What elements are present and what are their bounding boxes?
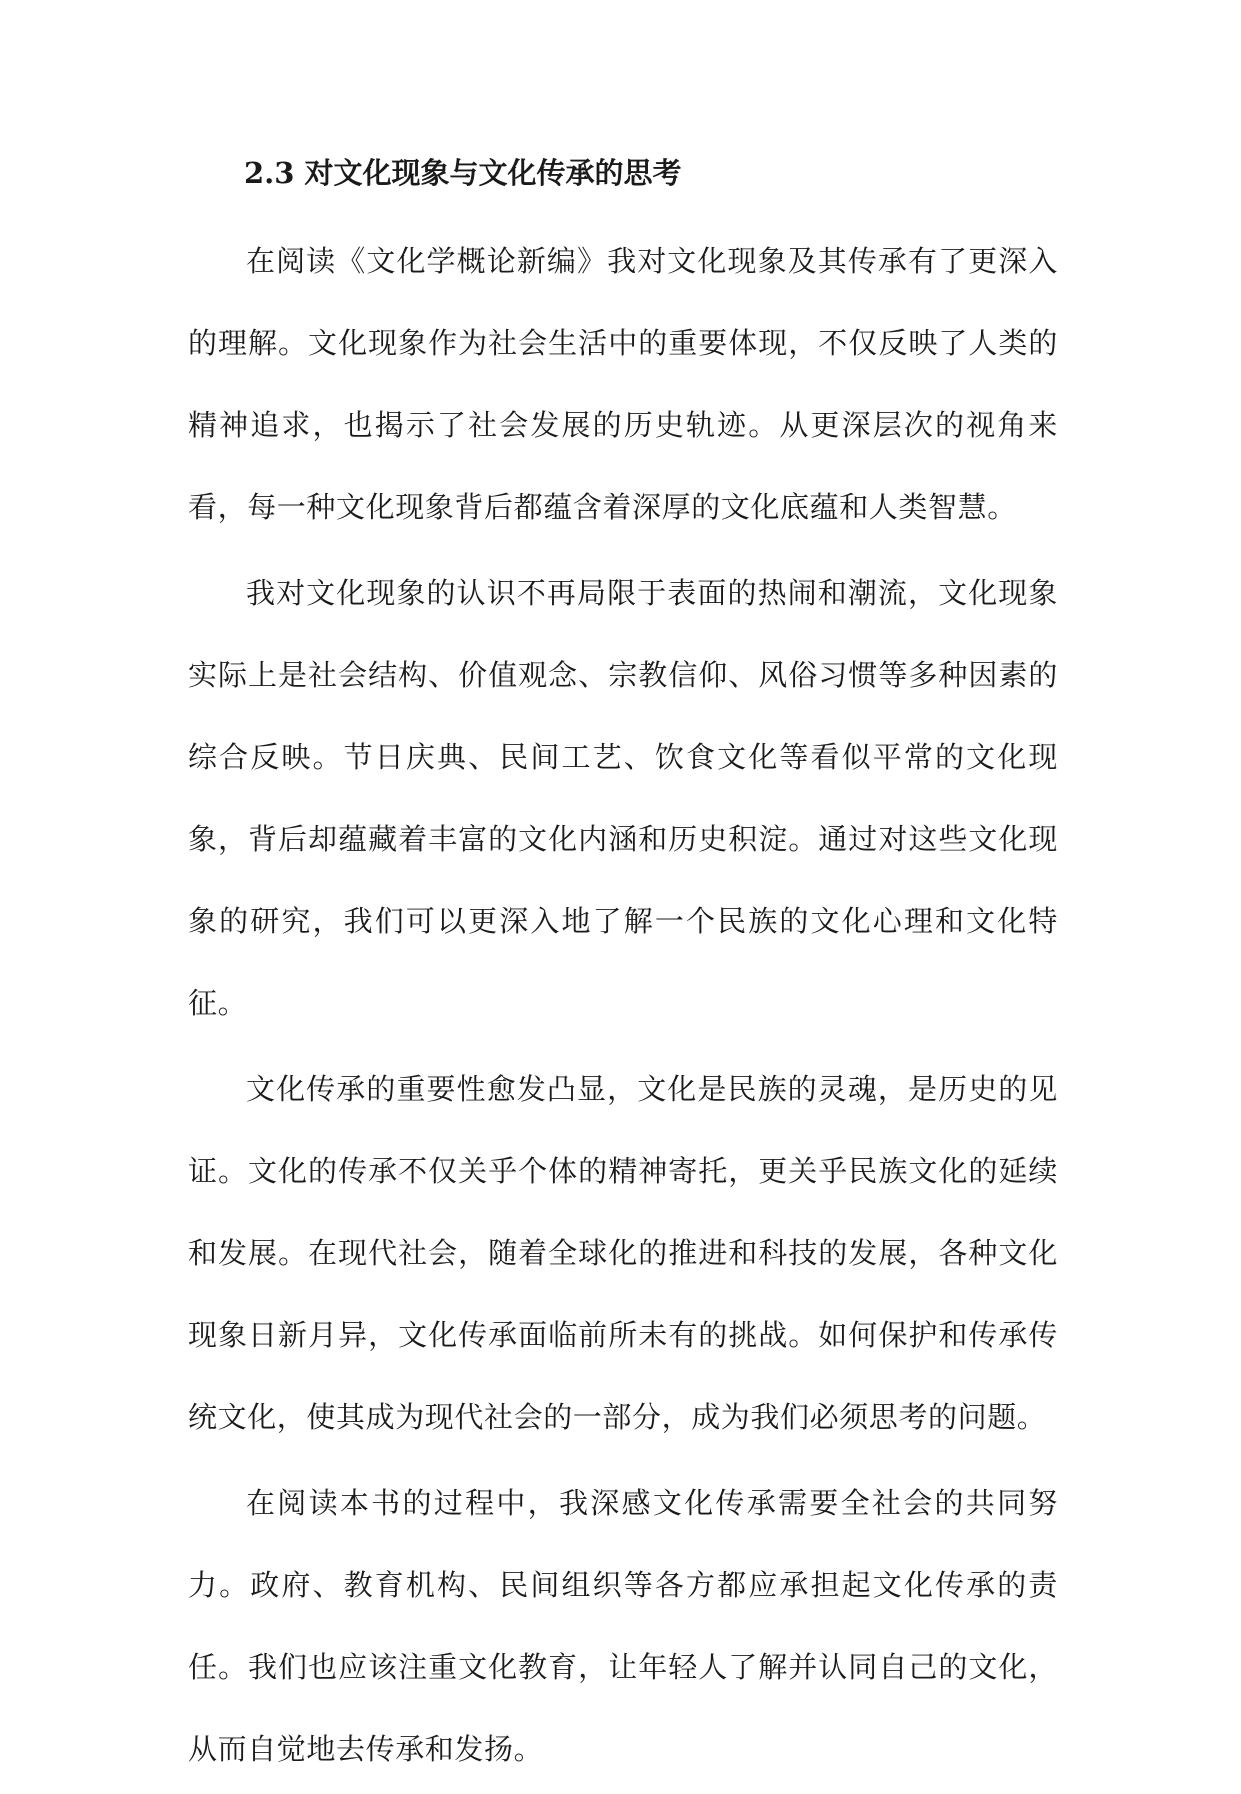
body-paragraph: 在阅读《文化学概论新编》我对文化现象及其传承有了更深入的理解。文化现象作为社会生活中的重要体现，不仅反映了人类的精神追求，也揭示了社会发展的历史轨迹。从更深层次的视角来看，每一种文化现象背后都蕴含着深厚的文化底蕴和人类智慧。 <box>188 244 1058 524</box>
body-paragraph: 文化传承的重要性愈发凸显，文化是民族的灵魂，是历史的见证。文化的传承不仅关乎个体的精神寄托，更关乎民族文化的延续和发展。在现代社会，随着全球化的推进和科技的发展，各种文化现象日新月异，文化传承面临前所未有的挑战。如何保护和传承传统文化，使其成为现代社会的一部分，成为我们必须思考的问题。 <box>188 1072 1058 1434</box>
section-body <box>188 220 1058 1794</box>
section-heading: 2.3 对文化现象与文化传承的思考 <box>244 156 682 190</box>
body-paragraph: 在阅读本书的过程中，我深感文化传承需要全社会的共同努力。政府、教育机构、民间组织等各方都应承担起文化传承的责任。我们也应该注重文化教育，让年轻人了解并认同自己的文化，从而自觉地去传承和发扬。 <box>188 1486 1058 1766</box>
body-paragraph: 我对文化现象的认识不再局限于表面的热闹和潮流，文化现象实际上是社会结构、价值观念、宗教信仰、风俗习惯等多种因素的综合反映。节日庆典、民间工艺、饮食文化等看似平常的文化现象，背后却蕴藏着丰富的文化内涵和历史积淀。通过对这些文化现象的研究，我们可以更深入地了解一个民族的文化心理和文化特征。 <box>188 576 1058 1020</box>
